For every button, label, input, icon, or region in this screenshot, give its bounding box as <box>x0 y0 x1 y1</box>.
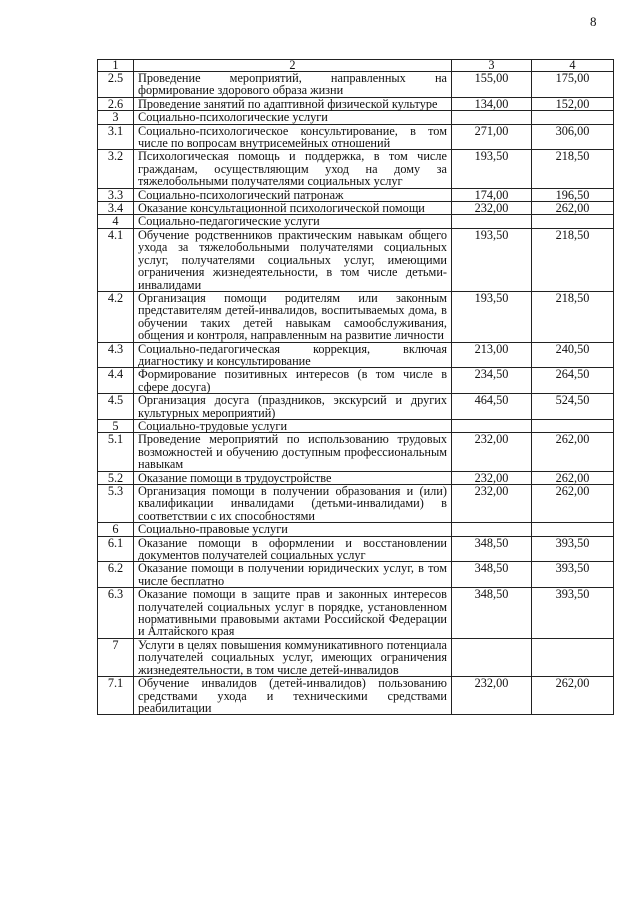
row-value-col4-cell <box>532 111 614 124</box>
table-row <box>98 188 614 201</box>
row-description-cell: Социально-психологическое консультирование, в том числе по вопросам внутрисемейных отношений <box>134 124 452 150</box>
table-row <box>98 638 614 676</box>
row-value-col3-cell: 464,50 <box>452 394 532 420</box>
row-number-cell: 4 <box>98 215 134 228</box>
table-header-row <box>98 60 614 72</box>
row-value-col3-cell: 348,50 <box>452 588 532 639</box>
row-value-col4-cell: 306,00 <box>532 124 614 150</box>
row-value-col3-cell: 232,00 <box>452 677 532 715</box>
row-number-cell: 2.6 <box>98 97 134 110</box>
column-header-3: 3 <box>452 60 532 72</box>
row-number-cell: 6.1 <box>98 536 134 562</box>
table-row <box>98 150 614 188</box>
table-row <box>98 394 614 420</box>
row-description-cell: Проведение мероприятий, направленных на формирование здорового образа жизни <box>134 72 452 98</box>
row-value-col3-cell: 348,50 <box>452 536 532 562</box>
table-row <box>98 523 614 536</box>
table-row <box>98 111 614 124</box>
table-row <box>98 471 614 484</box>
row-value-col3-cell: 348,50 <box>452 562 532 588</box>
row-number-cell: 5.2 <box>98 471 134 484</box>
row-value-col4-cell <box>532 215 614 228</box>
row-value-col3-cell: 232,00 <box>452 485 532 523</box>
row-number-cell: 4.4 <box>98 368 134 394</box>
row-description-cell: Оказание помощи в защите прав и законных интересов получателей социальных услуг в порядке, установленном нормативными правовыми актами Российской Федерации и Алтайского края <box>134 588 452 639</box>
row-value-col4-cell: 262,00 <box>532 677 614 715</box>
row-value-col3-cell: 193,50 <box>452 291 532 342</box>
row-value-col4-cell: 218,50 <box>532 150 614 188</box>
row-description-cell: Социально-психологические услуги <box>134 111 452 124</box>
row-value-col4-cell: 524,50 <box>532 394 614 420</box>
row-value-col4-cell: 262,00 <box>532 202 614 215</box>
row-number-cell: 3.2 <box>98 150 134 188</box>
row-description-cell: Оказание помощи в оформлении и восстановлении документов получателей социальных услуг <box>134 536 452 562</box>
row-description-cell: Социально-педагогические услуги <box>134 215 452 228</box>
table-row <box>98 677 614 715</box>
row-value-col3-cell: 234,50 <box>452 368 532 394</box>
row-value-col4-cell: 393,50 <box>532 588 614 639</box>
table-row <box>98 291 614 342</box>
column-header-4: 4 <box>532 60 614 72</box>
row-value-col3-cell: 174,00 <box>452 188 532 201</box>
row-number-cell: 4.3 <box>98 342 134 368</box>
row-value-col4-cell: 175,00 <box>532 72 614 98</box>
row-description-cell: Оказание консультационной психологической помощи <box>134 202 452 215</box>
row-description-cell: Услуги в целях повышения коммуникативного потенциала получателей социальных услуг, имеющих ограничения жизнедеятельности, в том числе детей-инвалидов <box>134 638 452 676</box>
table-row <box>98 215 614 228</box>
row-description-cell: Организация досуга (праздников, экскурсий и других культурных мероприятий) <box>134 394 452 420</box>
row-description-cell: Формирование позитивных интересов (в том числе в сфере досуга) <box>134 368 452 394</box>
row-value-col4-cell: 393,50 <box>532 562 614 588</box>
row-value-col4-cell: 264,50 <box>532 368 614 394</box>
row-description-cell: Социально-трудовые услуги <box>134 419 452 432</box>
row-value-col4-cell: 262,00 <box>532 471 614 484</box>
row-description-cell: Обучение родственников практическим навыкам общего ухода за тяжелобольными получателями социальных услуг, получателями социальных услуг, имеющими ограничения жизнедеятельности, в том числе детьми-инвалидами <box>134 228 452 291</box>
row-number-cell: 6 <box>98 523 134 536</box>
row-value-col4-cell <box>532 638 614 676</box>
table-row <box>98 72 614 98</box>
row-value-col4-cell: 196,50 <box>532 188 614 201</box>
row-number-cell: 5.1 <box>98 433 134 471</box>
row-value-col3-cell: 232,00 <box>452 433 532 471</box>
table-row <box>98 202 614 215</box>
row-value-col4-cell: 152,00 <box>532 97 614 110</box>
table-row <box>98 485 614 523</box>
row-description-cell: Социально-педагогическая коррекция, включая диагностику и консультирование <box>134 342 452 368</box>
row-value-col4-cell: 393,50 <box>532 536 614 562</box>
row-number-cell: 3.1 <box>98 124 134 150</box>
row-number-cell: 5.3 <box>98 485 134 523</box>
column-header-2: 2 <box>134 60 452 72</box>
row-value-col3-cell: 155,00 <box>452 72 532 98</box>
row-value-col3-cell <box>452 215 532 228</box>
row-description-cell: Оказание помощи в получении юридических услуг, в том числе бесплатно <box>134 562 452 588</box>
row-value-col3-cell <box>452 111 532 124</box>
row-value-col3-cell: 213,00 <box>452 342 532 368</box>
table-row <box>98 536 614 562</box>
row-description-cell: Обучение инвалидов (детей-инвалидов) пользованию средствами ухода и техническими средствами реабилитации <box>134 677 452 715</box>
row-description-cell: Организация помощи родителям или законным представителям детей-инвалидов, воспитываемых дома, в обучении таких детей навыкам самообслуживания, общения и контроля, направленным на развитие личности <box>134 291 452 342</box>
table-row <box>98 342 614 368</box>
row-value-col3-cell: 271,00 <box>452 124 532 150</box>
row-value-col3-cell <box>452 523 532 536</box>
row-description-cell: Психологическая помощь и поддержка, в том числе гражданам, осуществляющим уход на дому за тяжелобольными получателями социальных услуг <box>134 150 452 188</box>
table-row <box>98 433 614 471</box>
row-value-col3-cell <box>452 638 532 676</box>
row-number-cell: 2.5 <box>98 72 134 98</box>
row-number-cell: 3.3 <box>98 188 134 201</box>
row-value-col3-cell <box>452 419 532 432</box>
services-tariff-table <box>97 59 614 715</box>
table-row <box>98 588 614 639</box>
row-value-col3-cell: 134,00 <box>452 97 532 110</box>
table-row <box>98 124 614 150</box>
column-header-1: 1 <box>98 60 134 72</box>
row-description-cell: Социально-правовые услуги <box>134 523 452 536</box>
row-number-cell: 5 <box>98 419 134 432</box>
row-number-cell: 6.3 <box>98 588 134 639</box>
row-value-col4-cell <box>532 419 614 432</box>
row-number-cell: 4.5 <box>98 394 134 420</box>
row-value-col3-cell: 232,00 <box>452 202 532 215</box>
table-row <box>98 97 614 110</box>
row-value-col4-cell: 240,50 <box>532 342 614 368</box>
page-number: 8 <box>590 14 597 29</box>
row-number-cell: 3 <box>98 111 134 124</box>
row-description-cell: Социально-психологический патронаж <box>134 188 452 201</box>
row-number-cell: 4.1 <box>98 228 134 291</box>
row-value-col4-cell: 218,50 <box>532 228 614 291</box>
row-number-cell: 7.1 <box>98 677 134 715</box>
row-value-col4-cell <box>532 523 614 536</box>
row-value-col3-cell: 193,50 <box>452 228 532 291</box>
table-row <box>98 419 614 432</box>
row-number-cell: 7 <box>98 638 134 676</box>
row-description-cell: Организация помощи в получении образования и (или) квалификации инвалидами (детьми-инвалидами) в соответствии с их способностями <box>134 485 452 523</box>
row-number-cell: 6.2 <box>98 562 134 588</box>
row-number-cell: 3.4 <box>98 202 134 215</box>
row-description-cell: Оказание помощи в трудоустройстве <box>134 471 452 484</box>
row-description-cell: Проведение занятий по адаптивной физической культуре <box>134 97 452 110</box>
row-description-cell: Проведение мероприятий по использованию трудовых возможностей и обучению доступным профессиональным навыкам <box>134 433 452 471</box>
row-value-col3-cell: 193,50 <box>452 150 532 188</box>
row-value-col3-cell: 232,00 <box>452 471 532 484</box>
row-number-cell: 4.2 <box>98 291 134 342</box>
table-row <box>98 368 614 394</box>
row-value-col4-cell: 218,50 <box>532 291 614 342</box>
row-value-col4-cell: 262,00 <box>532 485 614 523</box>
table-row <box>98 228 614 291</box>
table-row <box>98 562 614 588</box>
row-value-col4-cell: 262,00 <box>532 433 614 471</box>
